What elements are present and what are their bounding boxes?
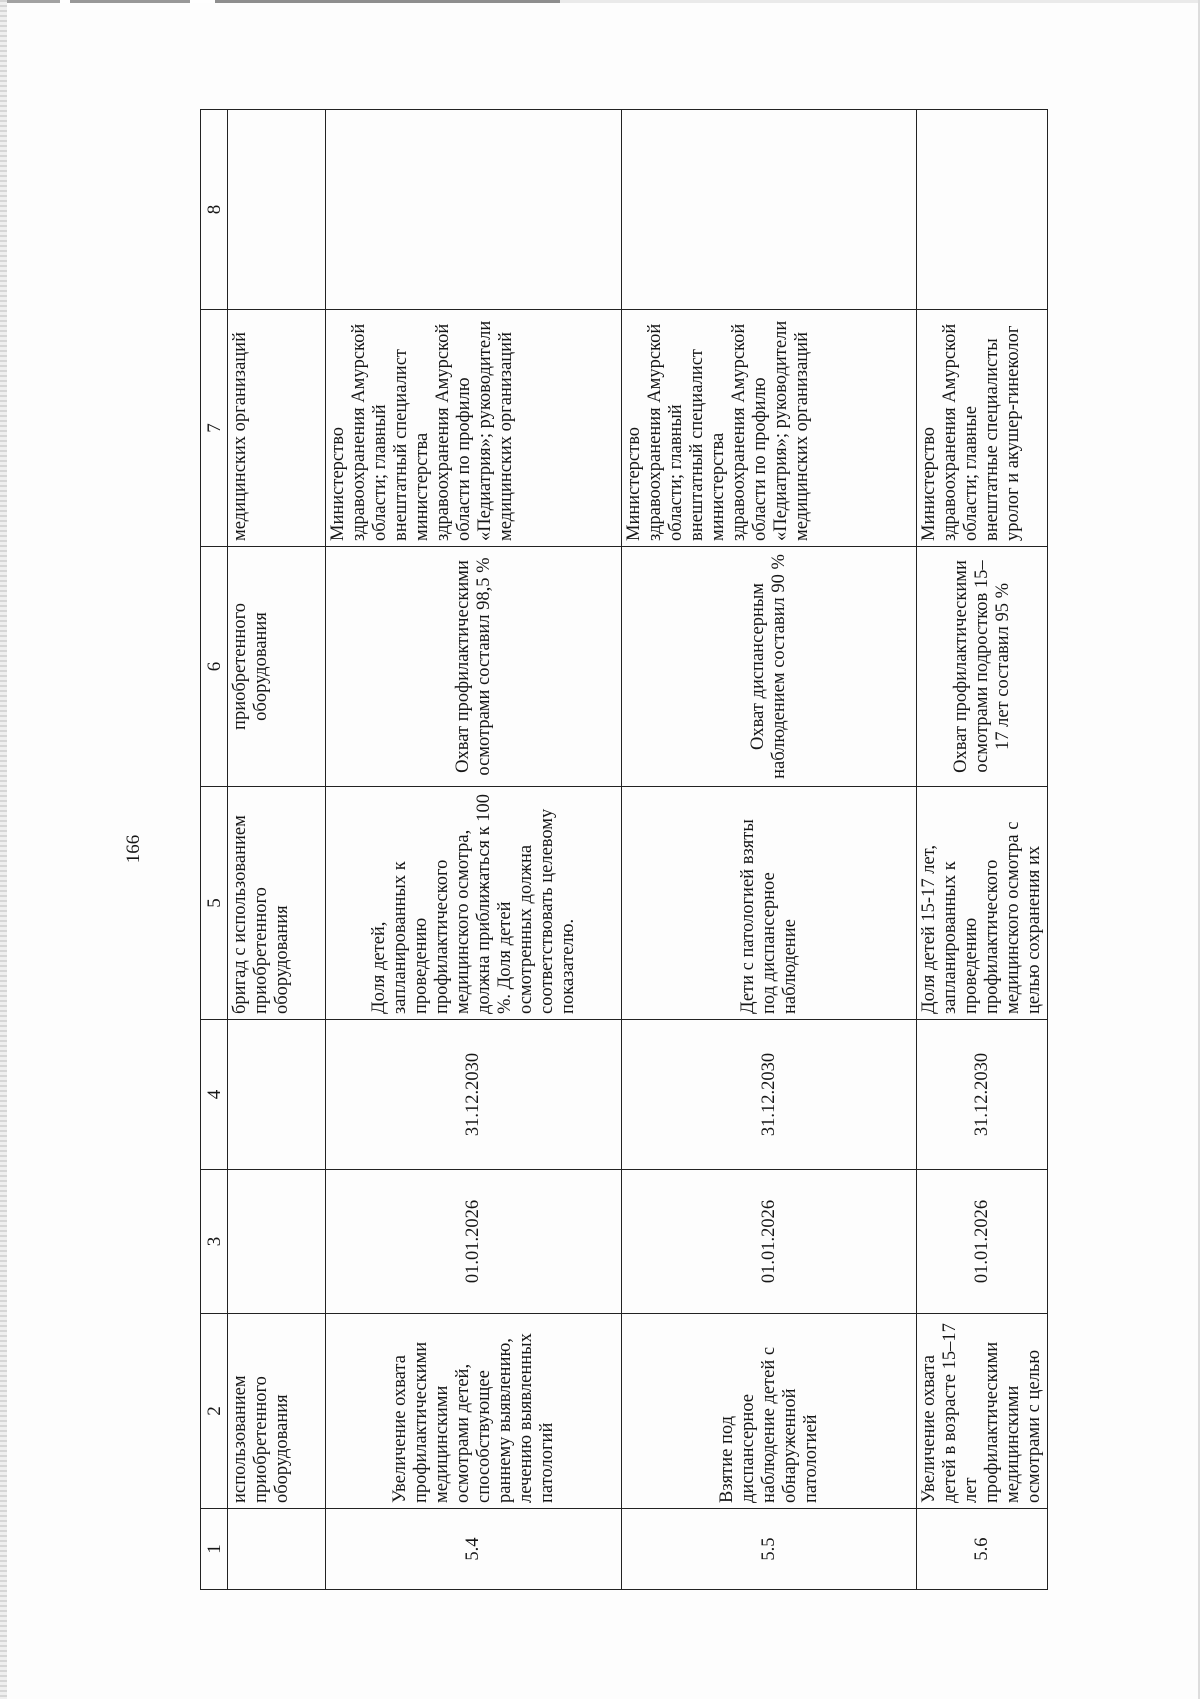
cell-responsible: Министерство здравоохранения Амурской области; главный внештатный специалист министерства здравоохранения Амурской области по профилю «Педиатрия»; руководители медицинских организаций <box>326 310 622 547</box>
cell-indicator: Дети с патологией взяты под диспансерное наблюдение <box>622 787 917 1020</box>
cell-note <box>326 110 622 310</box>
cell-result: Охват профилактическими осмотрами составил 98,5 % <box>326 547 622 787</box>
cell-name: использованием приобретенного оборудования <box>228 1314 326 1509</box>
cell-note <box>228 110 326 310</box>
page-number: 166 <box>123 834 144 864</box>
cell-start: 01.01.2026 <box>326 1170 622 1314</box>
measures-table <box>200 109 1048 1590</box>
cell-end: 31.12.2030 <box>917 1020 1048 1170</box>
col-header: 2 <box>201 1314 228 1509</box>
cell-num: 5.5 <box>622 1509 917 1590</box>
col-header: 8 <box>201 110 228 310</box>
cell-start <box>228 1170 326 1314</box>
col-header: 4 <box>201 1020 228 1170</box>
header-row <box>201 110 228 1590</box>
cell-result: Охват диспансерным наблюдением составил 90 % <box>622 547 917 787</box>
cell-num: 5.4 <box>326 1509 622 1590</box>
cell-num <box>228 1509 326 1590</box>
cell-note <box>917 110 1048 310</box>
cell-start: 01.01.2026 <box>917 1170 1048 1314</box>
cell-name: Увеличение охвата детей в возрасте 15–17 лет профилактическими медицинскими осмотрами с целью <box>917 1314 1048 1509</box>
table-row <box>917 110 1048 1590</box>
rotated-table-page <box>200 110 1044 1590</box>
cell-result: Охват профилактическими осмотрами подростков 15–17 лет составил 95 % <box>917 547 1048 787</box>
col-header: 3 <box>201 1170 228 1314</box>
cell-name: Увеличение охвата профилактическими медицинскими осмотрами детей, способствующее раннему выявлению, лечению выявленных патологий <box>326 1314 622 1509</box>
table-row <box>622 110 917 1590</box>
cell-start: 01.01.2026 <box>622 1170 917 1314</box>
scan-left-edge <box>0 0 7 1699</box>
col-header: 1 <box>201 1509 228 1590</box>
cell-name: Взятие под диспансерное наблюдение детей с обнаруженной патологией <box>622 1314 917 1509</box>
continued-row <box>228 110 326 1590</box>
cell-responsible: Министерство здравоохранения Амурской области; главный внештатный специалист министерства здравоохранения Амурской области по профилю «Педиатрия»; руководители медицинских организаций <box>622 310 917 547</box>
cell-end: 31.12.2030 <box>622 1020 917 1170</box>
scan-top-edge <box>0 0 1200 3</box>
cell-num: 5.6 <box>917 1509 1048 1590</box>
cell-note <box>622 110 917 310</box>
col-header: 6 <box>201 547 228 787</box>
cell-indicator: Доля детей 15-17 лет, запланированных к проведению профилактического медицинского осмотра с целью сохранения их <box>917 787 1048 1020</box>
cell-end <box>228 1020 326 1170</box>
col-header: 5 <box>201 787 228 1020</box>
cell-indicator: Доля детей, запланированных к проведению профилактического медицинского осмотра, должна приближаться к 100 %. Доля детей осмотренных должна соответствовать целевому показателю. <box>326 787 622 1020</box>
cell-responsible: Министерство здравоохранения Амурской области; главные внештатные специалисты уролог и акушер-гинеколог <box>917 310 1048 547</box>
cell-indicator: бригад с использованием приобретенного оборудования <box>228 787 326 1020</box>
table-row <box>326 110 622 1590</box>
cell-responsible: медицинских организаций <box>228 310 326 547</box>
cell-end: 31.12.2030 <box>326 1020 622 1170</box>
col-header: 7 <box>201 310 228 547</box>
cell-result: приобретенного оборудования <box>228 547 326 787</box>
